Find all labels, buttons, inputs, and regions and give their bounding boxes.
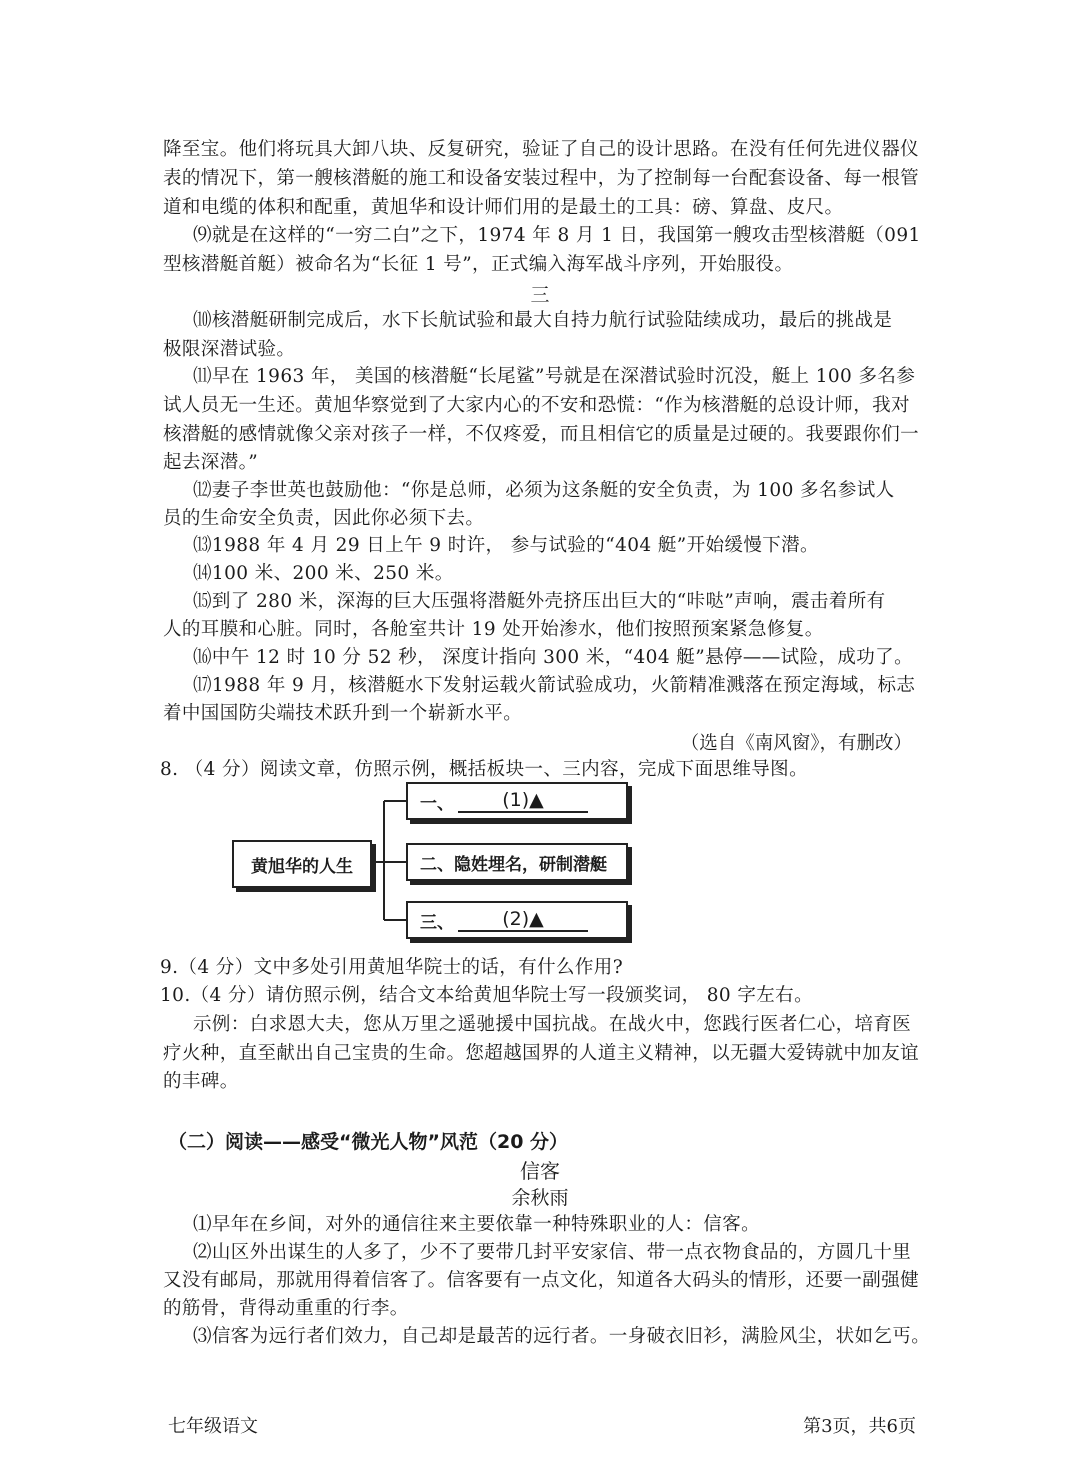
question-8: 8. （4 分）阅读文章，仿照示例，概括板块一、三内容，完成下面思维导图。	[160, 759, 808, 780]
article-line: ⒀1988 年 4 月 29 日上午 9 时许， 参与试验的“404 艇”开始缓慢下潜。	[193, 535, 819, 556]
article-line: ⑼就是在这样的“一穷二白”之下，1974 年 8 月 1 日，我国第一艘攻击型核潜艇（091	[193, 225, 921, 246]
mind-map-center-node: 黄旭华的人生	[232, 840, 372, 888]
mind-map-branch-1	[406, 782, 628, 820]
article-line: ⑾早在 1963 年， 美国的核潜艇“长尾鲨”号就是在深潜试验时沉没，艇上 100 多名参	[193, 366, 916, 387]
footer-subject: 七年级语文	[168, 1416, 258, 1437]
article-line: ⒄1988 年 9 月，核潜艇水下发射运载火箭试验成功，火箭精准溅落在预定海域，标志	[193, 675, 916, 696]
essay-line: ⑵山区外出谋生的人多了，少不了要带几封平安家信、带一点衣物食品的，方圆几十里	[193, 1242, 912, 1263]
essay-line: ⑶信客为远行者们效力，自己却是最苦的远行者。一身破衣旧衫，满脸风尘，状如乞丐。	[193, 1326, 931, 1347]
article-line: 表的情况下，第一艘核潜艇的施工和设备安装过程中，为了控制每一台配套设备、每一根管	[163, 168, 920, 189]
article-line: 降至宝。他们将玩具大卸八块、反复研究，验证了自己的设计思路。在没有任何先进仪器仪	[163, 139, 920, 160]
essay-line: ⑴早年在乡间，对外的通信往来主要依靠一种特殊职业的人：信客。	[193, 1214, 761, 1235]
essay-line: 的筋骨，背得动重重的行李。	[163, 1298, 409, 1319]
question-9: 9.（4 分）文中多处引用黄旭华院士的话，有什么作用?	[160, 957, 624, 978]
article-line: 试人员无一生还。黄旭华察觉到了大家内心的不安和恐慌：“作为核潜艇的总设计师，我对	[163, 395, 910, 416]
answer-blank-1[interactable]: (1)▲	[458, 789, 588, 813]
mind-map	[232, 780, 637, 950]
section-number-three: 三	[530, 284, 550, 306]
section-2-heading: （二）阅读——感受“微光人物”风范（20 分）	[168, 1131, 569, 1153]
essay-author: 余秋雨	[511, 1187, 569, 1209]
example-line: 的丰碑。	[163, 1071, 239, 1092]
answer-blank-2[interactable]: (2)▲	[458, 908, 588, 932]
mind-map-branch-2	[406, 843, 628, 881]
article-line: 型核潜艇首艇）被命名为“长征 1 号”，正式编入海军战斗序列，开始服役。	[163, 254, 794, 275]
essay-line: 又没有邮局，那就用得着信客了。信客要有一点文化，知道各大码头的情形，还要一副强健	[163, 1270, 920, 1291]
branch-1-prefix: 一、	[420, 793, 454, 814]
article-line: ⑿妻子李世英也鼓励他：“你是总师，必须为这条艇的安全负责，为 100 多名参试人	[193, 480, 895, 501]
article-line: 起去深潜。”	[163, 452, 259, 473]
mind-map-branch-3	[406, 901, 628, 939]
example-line: 疗火种，直至献出自己宝贵的生命。您超越国界的人道主义精神，以无疆大爱铸就中加友谊	[163, 1043, 920, 1064]
article-line: ⒂到了 280 米，深海的巨大压强将潜艇外壳挤压出巨大的“咔哒”声响，震击着所有	[193, 591, 886, 612]
article-line: ⒁100 米、200 米、250 米。	[193, 563, 454, 584]
article-line: 人的耳膜和心脏。同时，各舱室共计 19 处开始渗水，他们按照预案紧急修复。	[163, 619, 824, 640]
article-line: 核潜艇的感情就像父亲对孩子一样，不仅疼爱，而且相信它的质量是过硬的。我要跟你们一	[163, 424, 920, 445]
article-line: ⒃中午 12 时 10 分 52 秒， 深度计指向 300 米，“404 艇”悬停——试险，成功了。	[193, 647, 913, 668]
article-line: 着中国国防尖端技术跃升到一个崭新水平。	[163, 703, 523, 724]
branch-2-label: 二、隐姓埋名，研制潜艇	[420, 854, 607, 875]
article-line: 极限深潜试验。	[163, 339, 296, 360]
question-10: 10.（4 分）请仿照示例，结合文本给黄旭华院士写一段颁奖词， 80 字左右。	[160, 985, 813, 1006]
essay-title: 信客	[520, 1159, 560, 1183]
article-line: ⑽核潜艇研制完成后，水下长航试验和最大自持力航行试验陆续成功，最后的挑战是	[193, 310, 893, 331]
footer-page-number: 第3页，共6页	[803, 1416, 916, 1437]
branch-3-prefix: 三、	[420, 912, 454, 933]
article-line: 道和电缆的体积和配重，黄旭华和设计师们用的是最土的工具：磅、算盘、皮尺。	[163, 197, 844, 218]
source-note: （选自《南风窗》，有删改）	[680, 733, 912, 754]
example-line: 示例：白求恩大夫，您从万里之遥驰援中国抗战。在战火中，您践行医者仁心，培育医	[193, 1014, 912, 1035]
article-line: 员的生命安全负责，因此你必须下去。	[163, 508, 485, 529]
